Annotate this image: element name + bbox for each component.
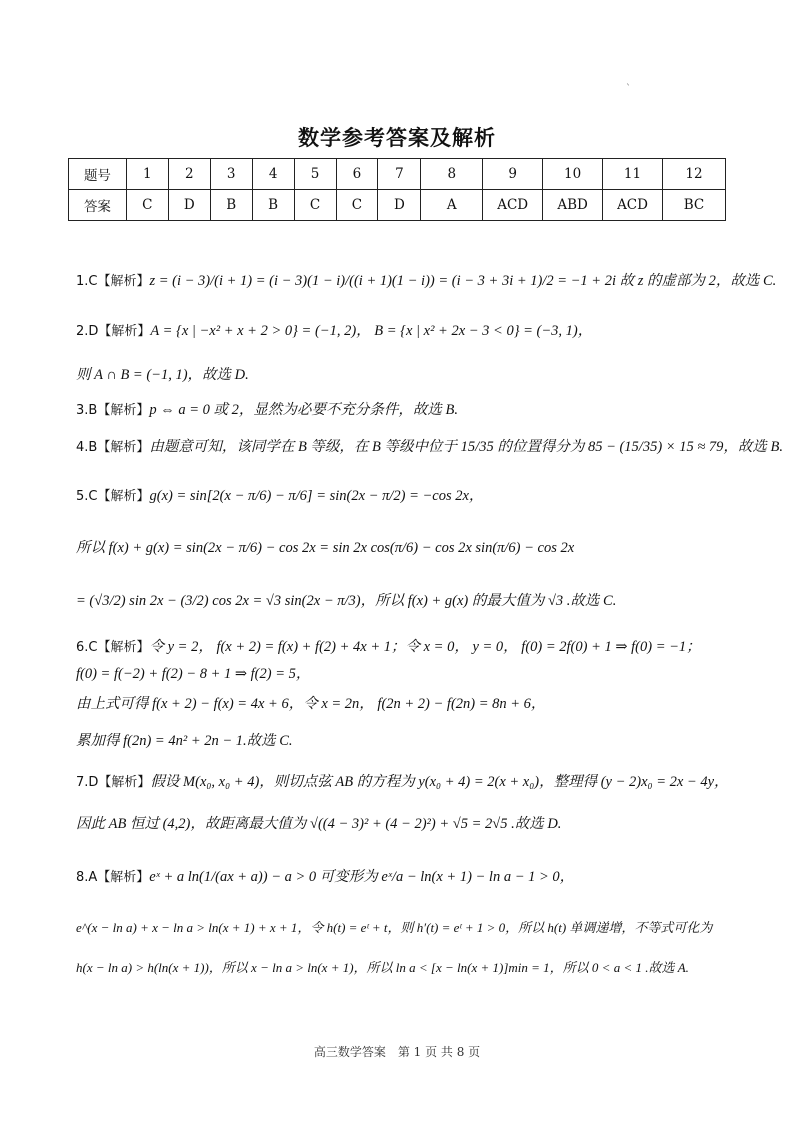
solution-label: 3.B【解析】 [76,403,150,418]
solution-8 [76,866,736,889]
solution-5-line-2 [76,537,736,559]
solution-line: A = {x | −x² + x + 2 > 0} = (−1, 2)， B = {x | x² + 2x − 3 < 0} = (−3, 1)， [150,323,593,339]
solution-label: 5.C【解析】 [76,489,150,504]
solution-line: e^(x − ln a) + x − ln a > ln(x + 1) + x + 1，令 h(t) = eᵗ + t，则 h′(t) = eᵗ + 1 > 0，所以 h(t) 单调递增，不等式可化为 [76,920,713,935]
solution-line: 令 y = 2， f(x + 2) = f(x) + f(2) + 4x + 1；令 x = 0， y = 0， f(0) = 2f(0) + 1 ⇒ f(0) = −1； [149,639,701,655]
question-number: 1 [126,159,168,190]
answer-cell: BC [662,190,725,221]
solution-4 [76,436,784,459]
solution-label: 4.B【解析】 [76,440,150,455]
question-number-row [69,159,726,190]
solution-5 [76,485,736,508]
answer-cell: ACD [603,190,663,221]
solution-line: = (√3/2) sin 2x − (3/2) cos 2x = √3 sin(2x − π/3)，所以 f(x) + g(x) 的最大值为 √3 .故选 C. [76,593,617,609]
page-title: 数学参考答案及解析 [298,125,496,150]
solution-2-line-2 [76,364,736,386]
solution-3 [76,399,736,422]
answer-cell: C [126,190,168,221]
solution-label: 7.D【解析】 [76,775,151,790]
question-number: 6 [336,159,378,190]
question-number: 5 [294,159,336,190]
stray-mark: ` [626,84,631,95]
solution-line: 假设 M(x₀, x₀ + 4)，则切点弦 AB 的方程为 y(x₀ + 4) = 2(x + x₀)，整理得 (y − 2)x₀ = 2x − 4y， [150,774,729,790]
answer-cell: ACD [483,190,543,221]
question-number: 3 [210,159,252,190]
answer-cell: C [336,190,378,221]
solution-6 [76,636,736,659]
solution-label: 2.D【解析】 [76,324,151,339]
answer-cell: ABD [543,190,603,221]
solution-line: g(x) = sin[2(x − π/6) − π/6] = sin(2x − π/2) = −cos 2x， [149,488,484,504]
question-number: 7 [378,159,421,190]
solution-2 [76,320,736,343]
solution-line: 累加得 f(2n) = 4n² + 2n − 1.故选 C. [76,733,293,749]
page-footer: 高三数学答案 第 1 页 共 8 页 [313,1045,481,1059]
solution-line: 由上式可得 f(x + 2) − f(x) = 4x + 6，令 x = 2n， f(2n + 2) − f(2n) = 8n + 6， [76,696,546,712]
solution-6-line-2 [76,663,736,685]
solution-7 [76,771,736,794]
question-number: 9 [483,159,543,190]
row-header-question: 题号 [69,159,127,190]
answer-table [68,158,726,221]
solution-6-line-3 [76,693,736,715]
row-header-answer: 答案 [69,190,127,221]
solution-line: p ⇔ a = 0 或 2，显然为必要不充分条件，故选 B. [149,402,458,418]
answer-cell: D [378,190,421,221]
question-number: 2 [168,159,210,190]
solution-6-line-4 [76,730,736,752]
answer-cell: A [421,190,483,221]
question-number: 4 [252,159,294,190]
solution-line: h(x − ln a) > h(ln(x + 1))，所以 x − ln a > ln(x + 1)，所以 ln a < [x − ln(x + 1)]min = 1，所以 0 < a < 1 .故选 A. [76,960,689,975]
solution-8-line-3 [76,957,736,979]
solution-line: z = (i − 3)/(i + 1) = (i − 3)(1 − i)/((i + 1)(1 − i)) = (i − 3 + 3i + 1)/2 = −1 + 2i 故 z 的虚部为 2，故选 C. [149,273,777,289]
answer-cell: D [168,190,210,221]
question-number: 11 [603,159,663,190]
solution-line: 所以 f(x) + g(x) = sin(2x − π/6) − cos 2x = sin 2x cos(π/6) − cos 2x sin(π/6) − cos 2x [76,540,575,556]
solution-1 [76,270,777,293]
solution-line: 由题意可知，该同学在 B 等级，在 B 等级中位于 15/35 的位置得分为 85 − (15/35) × 15 ≈ 79，故选 B. [149,439,784,455]
question-number: 8 [421,159,483,190]
solution-line: eˣ + a ln(1/(ax + a)) − a > 0 可变形为 eˣ/a − ln(x + 1) − ln a − 1 > 0， [149,869,575,885]
answer-row [69,190,726,221]
answer-cell: B [210,190,252,221]
solution-line: 则 A ∩ B = (−1, 1)，故选 D. [76,367,249,383]
question-number: 10 [543,159,603,190]
solution-label: 8.A【解析】 [76,870,150,885]
solution-label: 6.C【解析】 [76,640,150,655]
answer-cell: C [294,190,336,221]
solution-8-line-2 [76,917,736,939]
solution-5-line-3 [76,590,736,612]
solution-7-line-2 [76,813,736,835]
question-number: 12 [662,159,725,190]
answer-cell: B [252,190,294,221]
solution-line: f(0) = f(−2) + f(2) − 8 + 1 ⇒ f(2) = 5， [76,666,311,682]
solution-label: 1.C【解析】 [76,274,150,289]
solution-line: 因此 AB 恒过 (4,2)，故距离最大值为 √((4 − 3)² + (4 − 2)²) + √5 = 2√5 .故选 D. [76,816,562,832]
